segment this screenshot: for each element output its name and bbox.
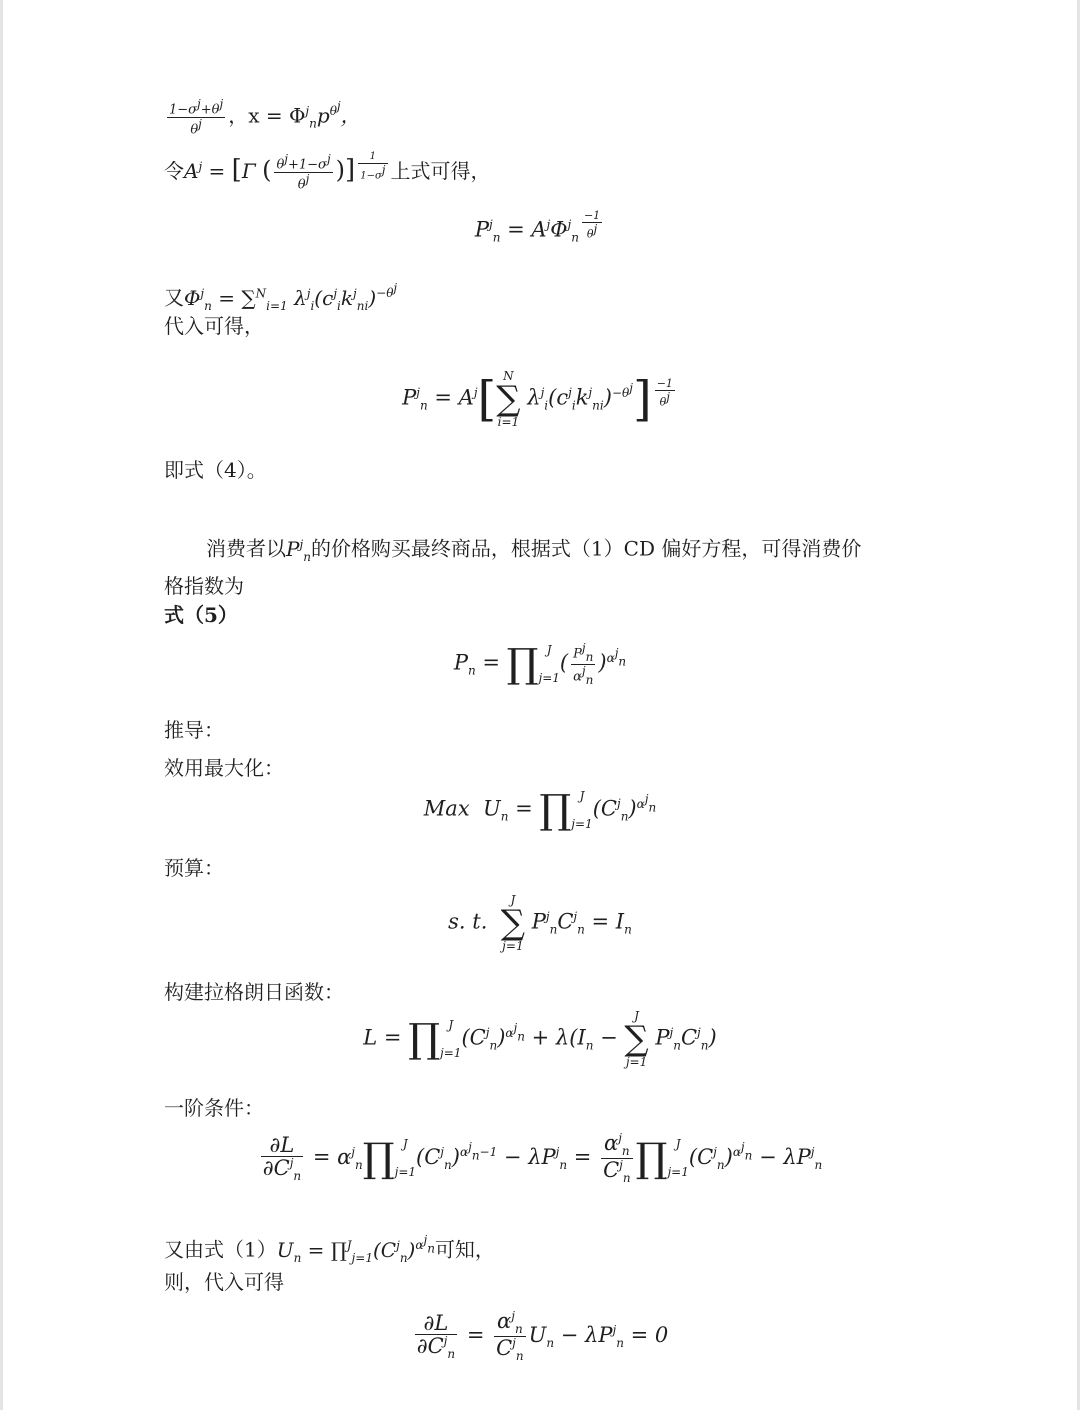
equation-price-sum: $P^j_n = A^j$[ N ∑ i=1 $\lambda^j_i(c^j_ik^j_{ni})^{-\theta^j}$] $^{\frac{-1}{\theta^j}}$ bbox=[402, 369, 673, 429]
equation-foc: $\frac{\partial L}{\partial C^j_n}$ = $\alpha^j_n\prod$ J j=1 $(C^j_n)^{\alpha^j_n-1} - \lambda P^j_n$ = $\frac{\alpha^j_n}{C^j_n}$ ∏ J j=1 $(C^j_n)^{\alpha^j_n} - \lambda P^j_n$ bbox=[262, 1131, 823, 1185]
equation-line-1: $\frac{1-\sigma^j+\theta^j}{\theta^j}$ ，$x = \Phi^j_np^{\theta^j}$， bbox=[169, 96, 361, 137]
text-line-index: 格指数为 bbox=[164, 574, 244, 598]
equation-label-5: 式（5） bbox=[164, 603, 238, 627]
definition-line: 令$A^j = [\Gamma$ ( $\frac{\theta^j+1-\sigma^j}{\theta^j}$ )] $^{\frac{1}{1-\sigma^j}}$ 上式可得， bbox=[164, 151, 491, 193]
text-line-foc: 一阶条件： bbox=[164, 1096, 264, 1120]
text-line-substitute: 代入可得， bbox=[164, 314, 264, 338]
equation-utility: Max $U_n$ = ∏ J j=1 $(C^j_n)^{\alpha^j_n}$ bbox=[423, 787, 657, 833]
equation-final: $\frac{\partial L}{\partial C^j_n}$ = $\frac{\alpha^j_n}{C^j_n}$ $U_n - \lambda P^j_n = 0$ bbox=[416, 1309, 669, 1363]
equation-lagrangian: L = ∏ J j=1 $(C^j_n)^{\alpha^j_n} + \lambda(I_n$ − J ∑ j=1 $P^j_nC^j_n$) bbox=[363, 1009, 717, 1069]
text-line-from-eq1: 又由式$(1)U_n$ = $\prod^J_{j=1}(C^j_n)^{\alpha^j_n}$可知， bbox=[164, 1233, 495, 1265]
equation-price-a: $P^j_n = A^j\Phi^j_n$ $^{\frac{-1}{\theta^j}}$ bbox=[474, 209, 601, 245]
text-line-consumer: 消费者以$P^j_n$的价格购买最终商品，根据式（1）CD 偏好方程，可得消费价 bbox=[206, 536, 862, 564]
text-line-lagrange: 构建拉格朗日函数： bbox=[164, 980, 344, 1004]
phi-definition-line: 又$\Phi^j_n = \sum^N_{i=1}$ $\lambda^j_i(c^j_ik^j_{ni})^{-\theta^j}$ bbox=[164, 281, 398, 313]
text-line-utility-max: 效用最大化： bbox=[164, 756, 284, 780]
text-line-budget: 预算： bbox=[164, 856, 224, 880]
text-line-then: 则，代入可得 bbox=[164, 1270, 284, 1294]
equation-price-index: $P_n$ = ∏ J j=1 ( $\frac{P^j_n}{\alpha^j_n}$ )$^{\alpha^j_n}$ bbox=[453, 641, 627, 688]
text-line-eq4: 即式（4）。 bbox=[164, 458, 267, 482]
text-line-derivation: 推导： bbox=[164, 718, 224, 742]
equation-budget: s. t. J ∑ j=1 $P^j_nC^j_n = I_n$ bbox=[448, 893, 632, 953]
